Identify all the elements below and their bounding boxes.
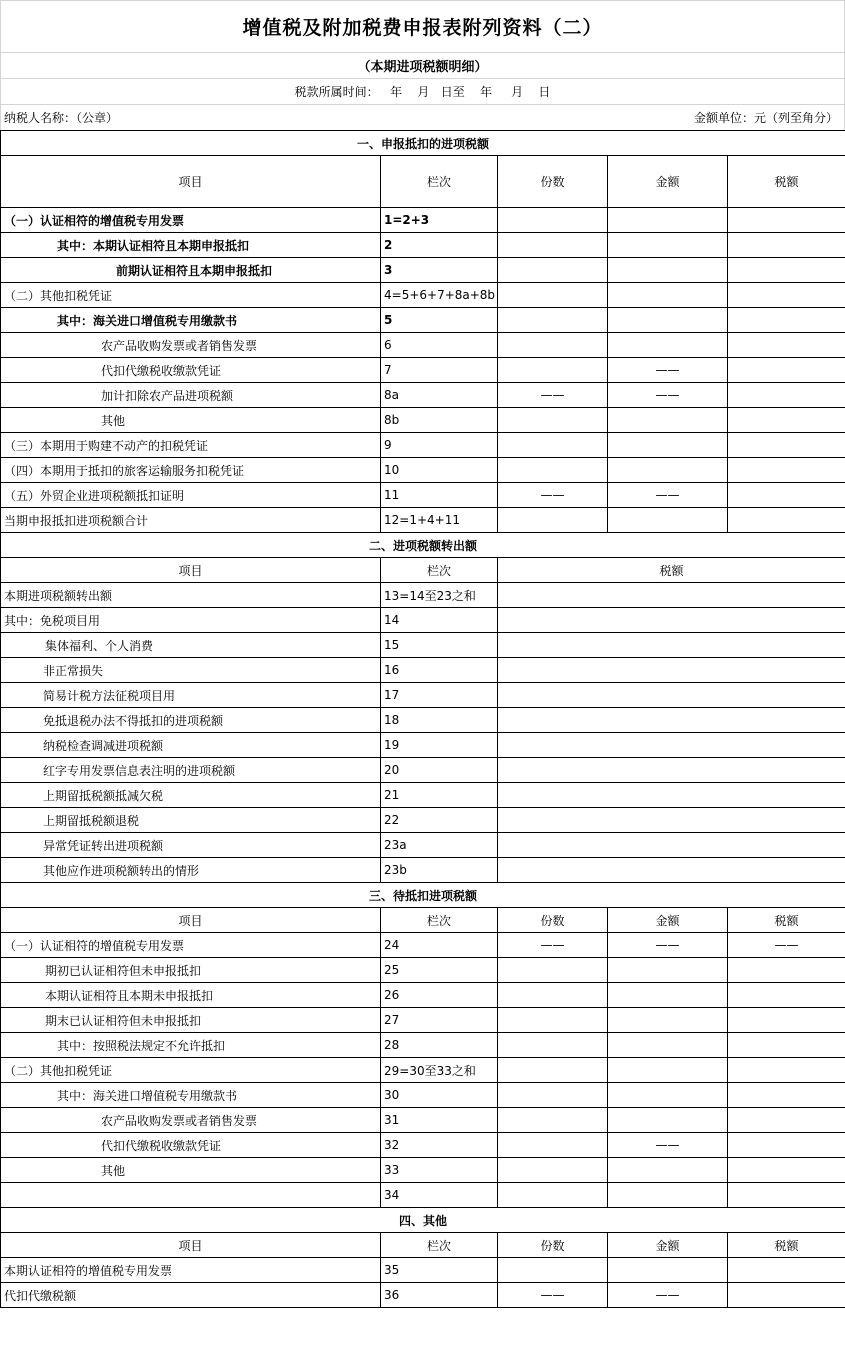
tax-cell[interactable] <box>728 1033 845 1058</box>
tax-cell[interactable] <box>728 408 845 433</box>
row-item: 其中：免税项目用 <box>1 608 381 633</box>
count-cell[interactable] <box>498 1158 608 1183</box>
count-cell[interactable] <box>498 283 608 308</box>
row-column: 3 <box>381 258 498 283</box>
row-item: 其中：海关进口增值税专用缴款书 <box>1 308 381 333</box>
row-column: 17 <box>381 683 498 708</box>
row-item: 其中：按照税法规定不允许抵扣 <box>1 1033 381 1058</box>
amount-cell[interactable] <box>608 1258 728 1283</box>
amount-cell[interactable] <box>608 1083 728 1108</box>
amount-cell[interactable] <box>608 1058 728 1083</box>
row-item: 其他应作进项税额转出的情形 <box>1 858 381 883</box>
section-4-title-row <box>1 1208 845 1233</box>
count-cell[interactable] <box>498 458 608 483</box>
count-cell[interactable] <box>498 983 608 1008</box>
row-item: 代扣代缴税收缴款凭证 <box>1 1133 381 1158</box>
tax-cell[interactable] <box>498 658 845 683</box>
count-cell[interactable] <box>498 258 608 283</box>
table-row <box>1 1108 845 1133</box>
table-row <box>1 833 845 858</box>
row-column: 19 <box>381 733 498 758</box>
row-column: 11 <box>381 483 498 508</box>
row-item: （一）认证相符的增值税专用发票 <box>1 208 381 233</box>
count-cell[interactable] <box>498 1133 608 1158</box>
row-column: 33 <box>381 1158 498 1183</box>
subtitle-row <box>0 52 845 78</box>
row-item: 本期认证相符且本期未申报抵扣 <box>1 983 381 1008</box>
header-item: 项目 <box>1 558 381 583</box>
header-column: 栏次 <box>381 156 498 208</box>
table-row <box>1 358 845 383</box>
table-row <box>1 758 845 783</box>
table-row <box>1 858 845 883</box>
tax-cell[interactable] <box>728 433 845 458</box>
count-cell[interactable] <box>498 1083 608 1108</box>
table-row <box>1 1083 845 1108</box>
section-1-title-row <box>1 131 845 156</box>
row-item: 本期认证相符的增值税专用发票 <box>1 1258 381 1283</box>
row-column: 4=5+6+7+8a+8b <box>381 283 498 308</box>
amount-cell[interactable] <box>608 1108 728 1133</box>
table-row <box>1 508 845 533</box>
amount-cell[interactable] <box>608 958 728 983</box>
header-amount: 金额 <box>608 156 728 208</box>
row-item: 前期认证相符且本期申报抵扣 <box>1 258 381 283</box>
table-row <box>1 1033 845 1058</box>
row-column: 7 <box>381 358 498 383</box>
tax-cell[interactable] <box>728 983 845 1008</box>
count-cell[interactable] <box>498 233 608 258</box>
tax-cell[interactable] <box>728 958 845 983</box>
row-column: 23a <box>381 833 498 858</box>
period-row <box>0 78 845 104</box>
count-cell[interactable] <box>498 1008 608 1033</box>
count-cell[interactable] <box>498 958 608 983</box>
section-3-title-row <box>1 883 845 908</box>
row-column: 14 <box>381 608 498 633</box>
row-column: 21 <box>381 783 498 808</box>
count-cell[interactable] <box>498 1258 608 1283</box>
tax-cell[interactable] <box>728 1183 845 1208</box>
header-tax: 税额 <box>728 908 845 933</box>
amount-cell[interactable] <box>608 308 728 333</box>
section-4-header-row <box>1 1233 845 1258</box>
row-item: 代扣代缴税额 <box>1 1283 381 1308</box>
row-item: 本期进项税额转出额 <box>1 583 381 608</box>
row-item: 期末已认证相符但未申报抵扣 <box>1 1008 381 1033</box>
row-column: 20 <box>381 758 498 783</box>
table-row <box>1 983 845 1008</box>
row-item: 其他 <box>1 1158 381 1183</box>
header-column: 栏次 <box>381 1233 498 1258</box>
table-row <box>1 233 845 258</box>
not-applicable-cell: —— <box>608 1283 728 1308</box>
not-applicable-cell: —— <box>498 383 608 408</box>
table-row <box>1 1008 845 1033</box>
form-title: 增值税及附加税费申报表附列资料（二） <box>242 17 603 39</box>
not-applicable-cell: —— <box>608 1133 728 1158</box>
table-row <box>1 1183 845 1208</box>
table-row <box>1 1258 845 1283</box>
not-applicable-cell: —— <box>608 358 728 383</box>
table-row <box>1 383 845 408</box>
header-count: 份数 <box>498 1233 608 1258</box>
table-row <box>1 683 845 708</box>
section-1-header-row <box>1 156 845 208</box>
table-row <box>1 1058 845 1083</box>
count-cell[interactable] <box>498 1108 608 1133</box>
row-item: （二）其他扣税凭证 <box>1 283 381 308</box>
header-count: 份数 <box>498 908 608 933</box>
table-row <box>1 483 845 508</box>
tax-cell[interactable] <box>728 483 845 508</box>
row-item: 农产品收购发票或者销售发票 <box>1 333 381 358</box>
header-item: 项目 <box>1 1233 381 1258</box>
info-row <box>0 104 845 130</box>
tax-cell[interactable] <box>498 633 845 658</box>
amount-cell[interactable] <box>608 508 728 533</box>
row-column: 35 <box>381 1258 498 1283</box>
row-column: 9 <box>381 433 498 458</box>
section-2-header-row <box>1 558 845 583</box>
row-column: 13=14至23之和 <box>381 583 498 608</box>
tax-period: 税款所属时间： 年 月 日至 年 月 日 <box>294 85 551 99</box>
header-tax: 税额 <box>728 1233 845 1258</box>
row-column: 6 <box>381 333 498 358</box>
table-row <box>1 583 845 608</box>
tax-cell[interactable] <box>498 783 845 808</box>
header-item: 项目 <box>1 156 381 208</box>
row-column: 22 <box>381 808 498 833</box>
not-applicable-cell: —— <box>608 383 728 408</box>
row-item: 免抵退税办法不得抵扣的进项税额 <box>1 708 381 733</box>
row-column: 26 <box>381 983 498 1008</box>
count-cell[interactable] <box>498 508 608 533</box>
row-item: 红字专用发票信息表注明的进项税额 <box>1 758 381 783</box>
row-item: 异常凭证转出进项税额 <box>1 833 381 858</box>
row-column: 16 <box>381 658 498 683</box>
table-row <box>1 258 845 283</box>
table-row <box>1 458 845 483</box>
tax-cell[interactable] <box>728 1158 845 1183</box>
table-row <box>1 408 845 433</box>
tax-cell[interactable] <box>728 1058 845 1083</box>
amount-cell[interactable] <box>608 1008 728 1033</box>
row-item: 其他 <box>1 408 381 433</box>
amount-cell[interactable] <box>608 433 728 458</box>
table-row <box>1 433 845 458</box>
tax-cell[interactable] <box>728 1108 845 1133</box>
count-cell[interactable] <box>498 1033 608 1058</box>
amount-cell[interactable] <box>608 408 728 433</box>
row-column: 36 <box>381 1283 498 1308</box>
row-column: 8b <box>381 408 498 433</box>
tax-cell[interactable] <box>498 608 845 633</box>
row-item: 代扣代缴税收缴款凭证 <box>1 358 381 383</box>
form-subtitle: （本期进项税额明细） <box>357 60 488 75</box>
row-item: （五）外贸企业进项税额抵扣证明 <box>1 483 381 508</box>
tax-cell[interactable] <box>498 858 845 883</box>
amount-cell[interactable] <box>608 1158 728 1183</box>
row-item: 加计扣除农产品进项税额 <box>1 383 381 408</box>
tax-cell[interactable] <box>728 1283 845 1308</box>
table-row <box>1 733 845 758</box>
table-row <box>1 783 845 808</box>
section-3-title: 三、待抵扣进项税额 <box>1 883 845 908</box>
table-row <box>1 208 845 233</box>
tax-cell[interactable] <box>498 683 845 708</box>
not-applicable-cell: —— <box>728 933 845 958</box>
count-cell[interactable] <box>498 408 608 433</box>
tax-cell[interactable] <box>728 283 845 308</box>
row-item: 期初已认证相符但未申报抵扣 <box>1 958 381 983</box>
tax-cell[interactable] <box>728 1258 845 1283</box>
row-item: （二）其他扣税凭证 <box>1 1058 381 1083</box>
section-2-title: 二、进项税额转出额 <box>1 533 845 558</box>
tax-cell[interactable] <box>728 258 845 283</box>
row-column: 18 <box>381 708 498 733</box>
row-column: 32 <box>381 1133 498 1158</box>
row-item: 简易计税方法征税项目用 <box>1 683 381 708</box>
tax-cell[interactable] <box>728 1083 845 1108</box>
row-column: 2 <box>381 233 498 258</box>
row-column: 12=1+4+11 <box>381 508 498 533</box>
header-amount: 金额 <box>608 908 728 933</box>
header-tax: 税额 <box>498 558 845 583</box>
section-2-title-row <box>1 533 845 558</box>
row-column: 10 <box>381 458 498 483</box>
row-item: 上期留抵税额退税 <box>1 808 381 833</box>
not-applicable-cell: —— <box>608 483 728 508</box>
not-applicable-cell: —— <box>608 933 728 958</box>
row-column: 29=30至33之和 <box>381 1058 498 1083</box>
table-row <box>1 958 845 983</box>
tax-cell[interactable] <box>498 708 845 733</box>
row-column: 28 <box>381 1033 498 1058</box>
tax-cell[interactable] <box>728 358 845 383</box>
header-column: 栏次 <box>381 908 498 933</box>
row-item: 其中：海关进口增值税专用缴款书 <box>1 1083 381 1108</box>
table-row <box>1 308 845 333</box>
not-applicable-cell: —— <box>498 1283 608 1308</box>
title-row <box>0 0 845 52</box>
header-count: 份数 <box>498 156 608 208</box>
header-item: 项目 <box>1 908 381 933</box>
amount-cell[interactable] <box>608 283 728 308</box>
tax-cell[interactable] <box>498 833 845 858</box>
tax-cell[interactable] <box>728 208 845 233</box>
section-1-title: 一、申报抵扣的进项税额 <box>1 131 845 156</box>
row-column: 23b <box>381 858 498 883</box>
row-column: 34 <box>381 1183 498 1208</box>
tax-cell[interactable] <box>498 758 845 783</box>
count-cell[interactable] <box>498 333 608 358</box>
amount-cell[interactable] <box>608 233 728 258</box>
tax-cell[interactable] <box>728 508 845 533</box>
not-applicable-cell: —— <box>498 483 608 508</box>
row-item: 当期申报抵扣进项税额合计 <box>1 508 381 533</box>
row-column: 15 <box>381 633 498 658</box>
row-column: 8a <box>381 383 498 408</box>
section-3-header-row <box>1 908 845 933</box>
header-tax: 税额 <box>728 156 845 208</box>
amount-cell[interactable] <box>608 458 728 483</box>
table-row <box>1 633 845 658</box>
count-cell[interactable] <box>498 1058 608 1083</box>
amount-cell[interactable] <box>608 333 728 358</box>
count-cell[interactable] <box>498 433 608 458</box>
tax-cell[interactable] <box>728 383 845 408</box>
header-amount: 金额 <box>608 1233 728 1258</box>
count-cell[interactable] <box>498 208 608 233</box>
table-row <box>1 333 845 358</box>
row-item: 集体福利、个人消费 <box>1 633 381 658</box>
table-row <box>1 1283 845 1308</box>
amount-cell[interactable] <box>608 1033 728 1058</box>
row-item: 上期留抵税额抵减欠税 <box>1 783 381 808</box>
count-cell[interactable] <box>498 358 608 383</box>
row-item: 纳税检查调减进项税额 <box>1 733 381 758</box>
table-row <box>1 283 845 308</box>
section-4-title: 四、其他 <box>1 1208 845 1233</box>
count-cell[interactable] <box>498 308 608 333</box>
tax-cell[interactable] <box>498 583 845 608</box>
tax-cell[interactable] <box>728 233 845 258</box>
tax-cell[interactable] <box>728 1008 845 1033</box>
amount-unit-label: 金额单位：元（列至角分） <box>693 111 838 125</box>
row-column: 30 <box>381 1083 498 1108</box>
table-row <box>1 1158 845 1183</box>
amount-cell[interactable] <box>608 208 728 233</box>
table-row <box>1 608 845 633</box>
row-column: 31 <box>381 1108 498 1133</box>
row-column: 25 <box>381 958 498 983</box>
tax-cell[interactable] <box>498 733 845 758</box>
row-column: 27 <box>381 1008 498 1033</box>
row-column: 24 <box>381 933 498 958</box>
amount-cell[interactable] <box>608 258 728 283</box>
row-column: 5 <box>381 308 498 333</box>
table-row <box>1 808 845 833</box>
taxpayer-name-label: 纳税人名称：（公章） <box>4 111 119 125</box>
not-applicable-cell: —— <box>498 933 608 958</box>
table-row <box>1 708 845 733</box>
row-item: 农产品收购发票或者销售发票 <box>1 1108 381 1133</box>
row-item <box>1 1183 381 1208</box>
header-column: 栏次 <box>381 558 498 583</box>
row-item: 非正常损失 <box>1 658 381 683</box>
table-row <box>1 933 845 958</box>
amount-cell[interactable] <box>608 983 728 1008</box>
row-item: （一）认证相符的增值税专用发票 <box>1 933 381 958</box>
tax-cell[interactable] <box>728 1133 845 1158</box>
tax-cell[interactable] <box>728 333 845 358</box>
tax-cell[interactable] <box>728 458 845 483</box>
count-cell[interactable] <box>498 1183 608 1208</box>
row-item: 其中：本期认证相符且本期申报抵扣 <box>1 233 381 258</box>
row-column: 1=2+3 <box>381 208 498 233</box>
table-row <box>1 658 845 683</box>
table-row <box>1 1133 845 1158</box>
tax-cell[interactable] <box>728 308 845 333</box>
detail-table <box>0 130 845 1308</box>
tax-cell[interactable] <box>498 808 845 833</box>
row-item: （四）本期用于抵扣的旅客运输服务扣税凭证 <box>1 458 381 483</box>
row-item: （三）本期用于购建不动产的扣税凭证 <box>1 433 381 458</box>
amount-cell[interactable] <box>608 1183 728 1208</box>
